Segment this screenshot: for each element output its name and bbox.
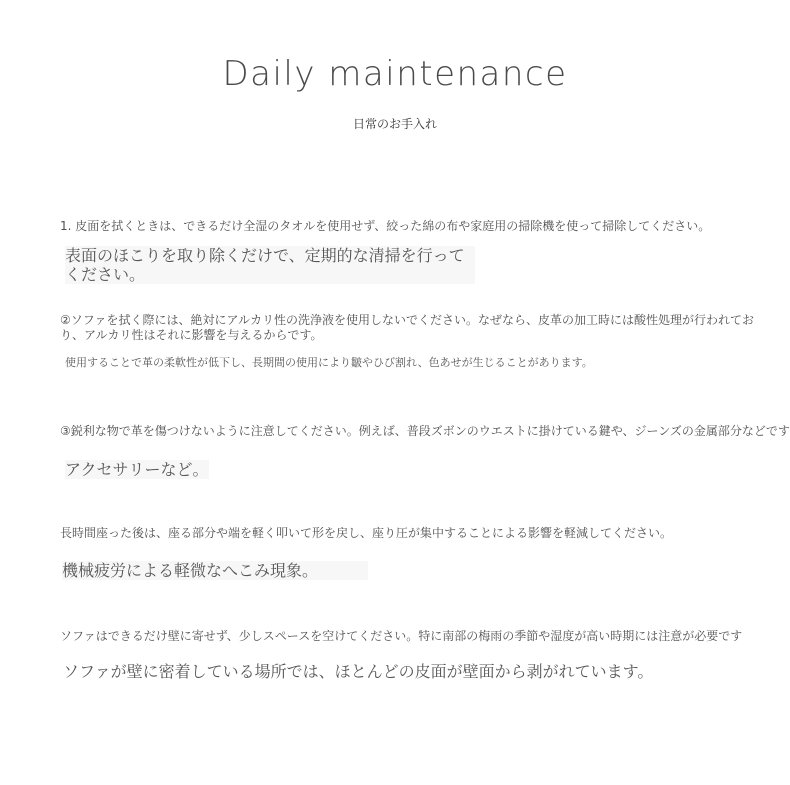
- page-subtitle: 日常のお手入れ: [352, 117, 437, 131]
- section-5-note: ソファが壁に密着している場所では、ほとんどの皮面が壁面から剥がれています。: [63, 662, 654, 681]
- section-3-note: アクセサリーなど。: [65, 460, 209, 479]
- section-2-instruction: ②ソファを拭く際には、絶対にアルカリ性の洗浄液を使用しないでください。なぜなら、皮革の加工時には酸性処理が行われており、アルカリ性はそれに影響を与えるからです。: [60, 313, 755, 342]
- section-2-note: 使用することで革の柔軟性が低下し、長期間の使用により皺やひび割れ、色あせが生じることがあります。: [65, 356, 593, 369]
- section-1-note: 表面のほこりを取り除くだけで、定期的な清掃を行って ください。: [65, 246, 475, 284]
- page-title: Daily maintenance: [222, 54, 568, 94]
- section-4-instruction: 長時間座った後は、座る部分や端を軽く叩いて形を戻し、座り圧が集中することによる影響を軽減してください。: [60, 526, 673, 540]
- section-4-note: 機械疲労による軽微なへこみ現象。: [62, 561, 368, 580]
- section-1-instruction: 1. 皮面を拭くときは、できるだけ全湿のタオルを使用せず、絞った綿の布や家庭用の掃除機を使って掃除してください。: [60, 219, 711, 233]
- section-5-instruction: ソファはできるだけ壁に寄せず、少しスペースを空けてください。特に南部の梅雨の季節や湿度が高い時期には注意が必要です: [60, 629, 743, 643]
- section-3-instruction: ③鋭利な物で革を傷つけないように注意してください。例えば、普段ズボンのウエストに掛けている鍵や、ジーンズの金属部分などです: [60, 424, 790, 438]
